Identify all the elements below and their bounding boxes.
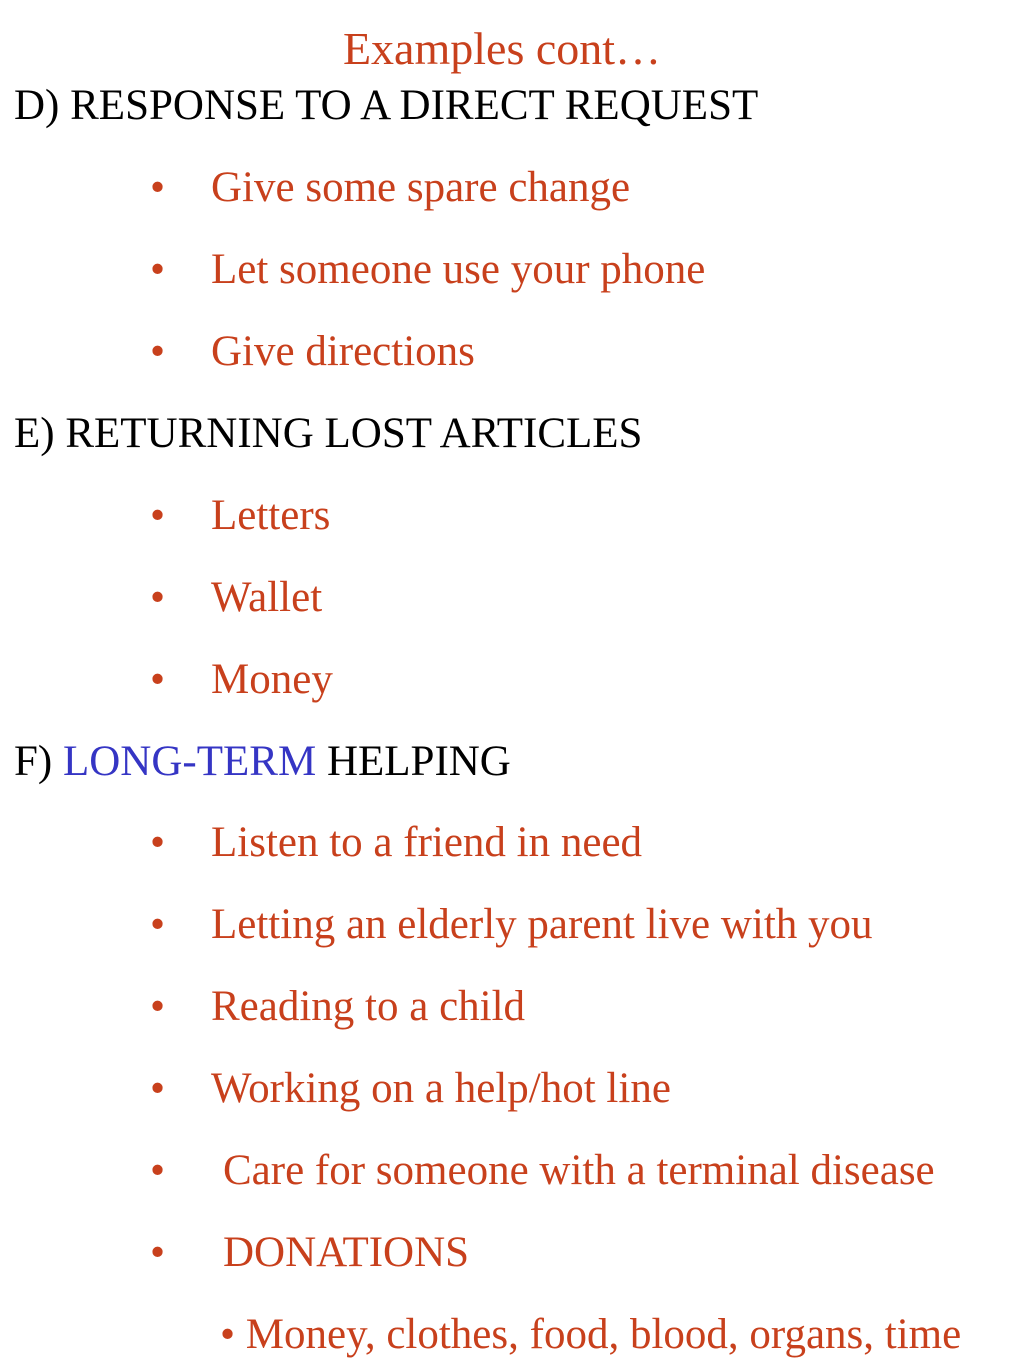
list-item-text: Money: [211, 656, 333, 703]
list-item-text: Working on a help/hot line: [211, 1065, 671, 1112]
bullet-icon: •: [150, 656, 166, 703]
slide-title: Examples cont…: [342, 23, 662, 74]
list-item-text: Give some spare change: [211, 164, 631, 211]
bullet-icon: •: [150, 164, 166, 211]
list-item-text: Care for someone with a terminal disease: [223, 1147, 935, 1194]
bullet-icon: •: [150, 328, 166, 375]
bullet-icon: •: [150, 819, 166, 866]
bullet-icon: •: [150, 1229, 166, 1276]
sub-list-item: • Money, clothes, food, blood, organs, time: [220, 1311, 962, 1358]
bullet-icon: •: [150, 983, 166, 1030]
list-item-text: Give directions: [211, 328, 475, 375]
section-heading-suffix: HELPING: [316, 738, 511, 785]
bullet-icon: •: [150, 246, 166, 293]
section-heading-e: E) RETURNING LOST ARTICLES: [14, 410, 643, 457]
section-heading-d: D) RESPONSE TO A DIRECT REQUEST: [14, 82, 759, 129]
bullet-icon: •: [150, 901, 166, 948]
list-item-text: Listen to a friend in need: [211, 819, 643, 866]
bullet-icon: •: [150, 574, 166, 621]
list-item-text: Wallet: [211, 574, 323, 621]
list-item-text: Let someone use your phone: [211, 246, 706, 293]
list-item-text: DONATIONS: [223, 1229, 470, 1276]
bullet-icon: •: [150, 492, 166, 539]
section-heading-f: [14, 737, 511, 787]
list-item-text: Letting an elderly parent live with you: [211, 901, 873, 948]
list-item-text: Letters: [211, 492, 331, 539]
section-heading-prefix: F): [14, 738, 63, 785]
section-heading-accent: LONG-TERM: [62, 738, 317, 785]
bullet-icon: •: [150, 1065, 166, 1112]
bullet-icon: •: [150, 1147, 166, 1194]
list-item-text: Reading to a child: [211, 983, 526, 1030]
